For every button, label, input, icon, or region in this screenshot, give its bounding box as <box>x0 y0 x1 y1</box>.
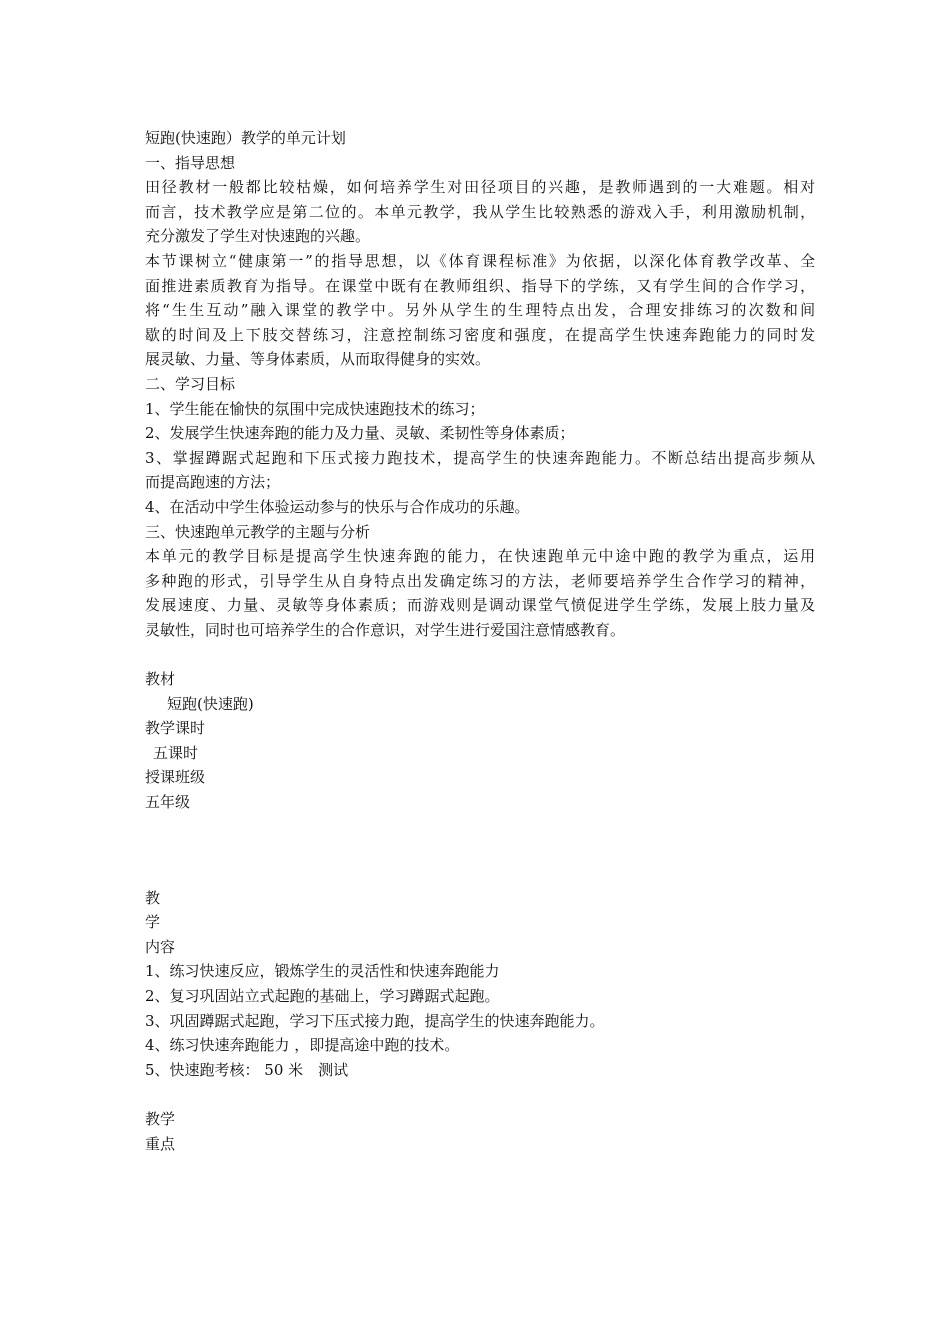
spacer <box>145 642 815 667</box>
paragraph-guiding-idea-2 <box>145 249 815 372</box>
section-heading-learning-goals: 二、学习目标 <box>145 374 236 393</box>
content-label: 学 <box>145 913 161 932</box>
list-item: 5、快速跑考核： 50 米 测试 <box>145 1060 349 1079</box>
material-value: 短跑(快速跑) <box>167 694 254 713</box>
paragraph-line: 本节课树立“健康第一”的指导思想，以《体育课程标准》为依据，以深化体育教学改革、全 <box>145 251 815 270</box>
list-item: 4、在活动中学生体验运动参与的快乐与合作成功的乐趣。 <box>145 497 530 516</box>
paragraph-line: 面推进素质教育为指导。在课堂中既有在教师组织、指导下的学练，又有学生间的合作学习， <box>145 276 815 295</box>
paragraph-line: 田径教材一般都比较枯燥，如何培养学生对田径项目的兴趣，是教师遇到的一大难题。相对 <box>145 178 815 197</box>
list-item: 2、复习巩固站立式起跑的基础上，学习蹲踞式起跑。 <box>145 987 500 1005</box>
section-heading-theme-analysis: 三、快速跑单元教学的主题与分析 <box>145 522 371 541</box>
paragraph-line: 本单元的教学目标是提高学生快速奔跑的能力，在快速跑单元中途中跑的教学为重点，运用 <box>145 547 815 566</box>
content-label: 内容 <box>145 937 176 956</box>
focus-label: 重点 <box>145 1134 176 1153</box>
focus-label: 教学 <box>145 1109 176 1128</box>
paragraph-theme-analysis <box>145 544 815 642</box>
paragraph-line: 展灵敏、力量、等身体素质，从而取得健身的实效。 <box>145 350 491 369</box>
spacer <box>145 815 815 886</box>
document-title: 短跑(快速跑）教学的单元计划 <box>145 129 346 147</box>
content-label: 教 <box>145 888 161 907</box>
hours-label: 教学课时 <box>145 719 206 738</box>
paragraph-line: 歇的时间及上下肢交替练习，注意控制练习密度和强度，在提高学生快速奔跑能力的同时发 <box>145 325 815 344</box>
paragraph-line: 而言，技术教学应是第二位的。本单元教学，我从学生比较熟悉的游戏入手，利用激励机制， <box>145 202 815 221</box>
teaching-content-list <box>145 959 815 1082</box>
material-label: 教材 <box>145 670 176 689</box>
list-item-continuation: 而提高跑速的方法； <box>145 473 281 492</box>
paragraph-line: 灵敏性，同时也可培养学生的合作意识，对学生进行爱国注意情感教育。 <box>145 620 626 639</box>
list-item: 1、学生能在愉快的氛围中完成快速跑技术的练习； <box>145 399 485 418</box>
list-item: 3、巩固蹲踞式起跑，学习下压式接力跑，提高学生的快速奔跑能力。 <box>145 1011 605 1030</box>
document-body <box>145 126 815 1156</box>
class-value: 五年级 <box>145 793 191 812</box>
paragraph-line: 充分激发了学生对快速跑的兴趣。 <box>145 227 371 246</box>
paragraph-line: 发展速度、力量、灵敏等身体素质；而游戏则是调动课堂气愤促进学生学练，发展上肢力量及 <box>145 596 815 615</box>
paragraph-guiding-idea-1 <box>145 175 815 249</box>
class-label: 授课班级 <box>145 768 206 787</box>
spacer <box>145 1082 815 1107</box>
section-heading-guiding-idea: 一、指导思想 <box>145 153 236 172</box>
paragraph-line: 将“生生互动”融入课堂的教学中。另外从学生的生理特点出发，合理安排练习的次数和间 <box>145 301 815 320</box>
list-item: 1、练习快速反应，锻炼学生的灵活性和快速奔跑能力 <box>145 962 500 981</box>
list-item: 2、发展学生快速奔跑的能力及力量、灵敏、柔韧性等身体素质； <box>145 424 575 443</box>
list-item: 3、掌握蹲踞式起跑和下压式接力跑技术，提高学生的快速奔跑能力。不断总结出提高步频从 <box>145 448 815 467</box>
learning-goals-list <box>145 397 815 520</box>
hours-value: 五课时 <box>153 743 199 762</box>
list-item: 4、练习快速奔跑能力 ，即提高途中跑的技术。 <box>145 1036 460 1055</box>
paragraph-line: 多种跑的形式，引导学生从自身特点出发确定练习的方法，老师要培养学生合作学习的精神， <box>145 571 815 590</box>
